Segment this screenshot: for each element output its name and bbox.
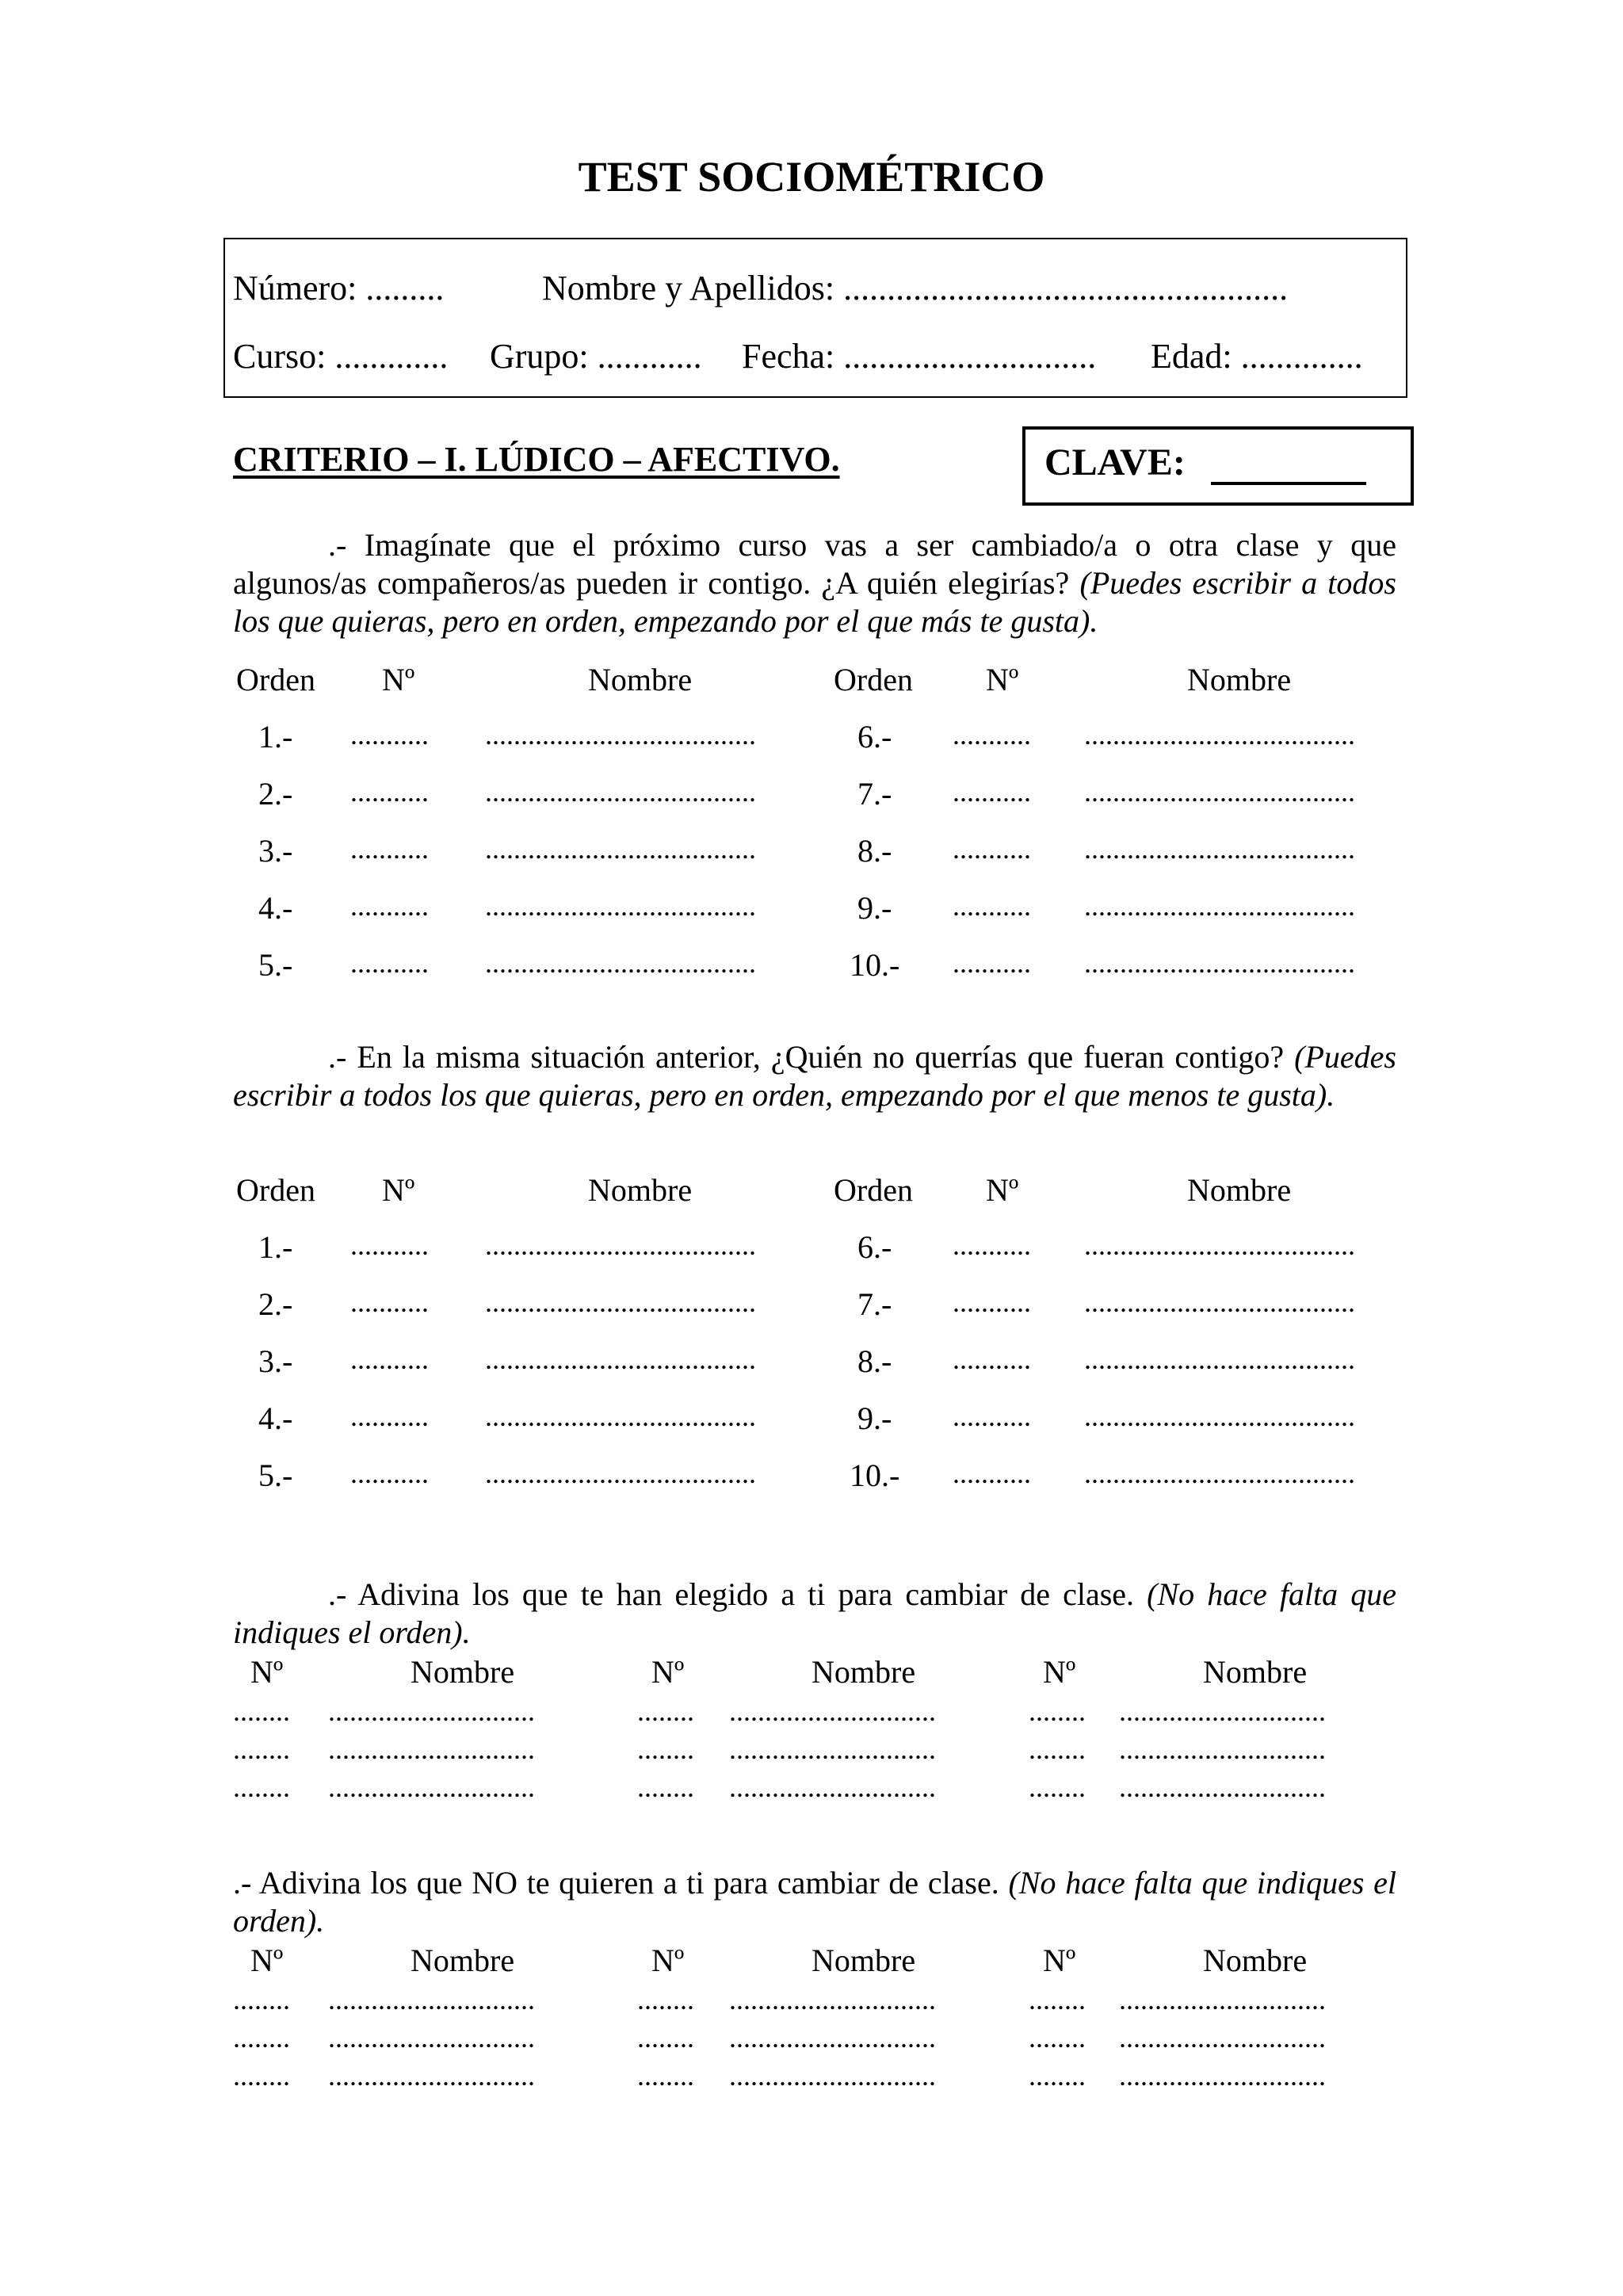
num-blank[interactable]: ........... bbox=[350, 1457, 429, 1489]
column-header-num: Nº bbox=[250, 1943, 284, 1978]
name-blank[interactable]: ...................................... bbox=[1084, 719, 1355, 751]
name-blank[interactable]: ...................................... bbox=[485, 1229, 756, 1261]
num-blank[interactable]: ........ bbox=[233, 1733, 290, 1765]
num-blank[interactable]: ........ bbox=[637, 2060, 694, 2092]
num-blank[interactable]: ........... bbox=[350, 776, 429, 808]
column-header-nombre: Nombre bbox=[1203, 1943, 1308, 1978]
name-blank[interactable]: ............................. bbox=[729, 1733, 936, 1765]
column-header-num: Nº bbox=[986, 662, 1019, 697]
order-label: 2.- bbox=[258, 1286, 293, 1322]
order-label: 1.- bbox=[258, 719, 293, 755]
name-blank[interactable]: ............................. bbox=[729, 2022, 936, 2053]
name-blank[interactable]: ............................. bbox=[1119, 1695, 1326, 1727]
num-blank[interactable]: ........ bbox=[637, 2022, 694, 2053]
order-label: 6.- bbox=[857, 719, 892, 755]
order-label: 5.- bbox=[258, 1457, 293, 1493]
name-blank[interactable]: ............................. bbox=[1119, 1771, 1326, 1803]
question-4 bbox=[233, 1864, 1396, 1940]
name-blank[interactable]: ...................................... bbox=[485, 719, 756, 751]
num-blank[interactable]: ........... bbox=[350, 1343, 429, 1375]
num-blank[interactable]: ........... bbox=[953, 1457, 1031, 1489]
question-3 bbox=[233, 1576, 1396, 1652]
order-label: 4.- bbox=[258, 1400, 293, 1436]
num-blank[interactable]: ........... bbox=[953, 1343, 1031, 1375]
num-blank[interactable]: ........... bbox=[350, 719, 429, 751]
question-2 bbox=[233, 1038, 1396, 1114]
question-3-text: .- Adivina los que te han elegido a ti para cambiar de clase. bbox=[328, 1576, 1135, 1612]
column-header-num: Nº bbox=[1043, 1654, 1076, 1690]
num-blank[interactable]: ........... bbox=[350, 1286, 429, 1318]
order-label: 2.- bbox=[258, 776, 293, 812]
name-blank[interactable]: ............................. bbox=[729, 1695, 936, 1727]
name-blank[interactable]: ............................. bbox=[328, 1771, 535, 1803]
name-blank[interactable]: ...................................... bbox=[485, 1343, 756, 1375]
name-blank[interactable]: ............................. bbox=[1119, 1733, 1326, 1765]
order-label: 9.- bbox=[857, 1400, 892, 1436]
column-header-nombre: Nombre bbox=[411, 1943, 515, 1978]
name-blank[interactable]: ............................. bbox=[1119, 1984, 1326, 2015]
name-blank[interactable]: ...................................... bbox=[1084, 1457, 1355, 1489]
column-header-nombre: Nombre bbox=[1187, 662, 1292, 697]
question-4-text: .- Adivina los que NO te quieren a ti para cambiar de clase. bbox=[233, 1865, 999, 1901]
order-label: 3.- bbox=[258, 1343, 293, 1379]
num-blank[interactable]: ........... bbox=[953, 1400, 1031, 1432]
order-label: 1.- bbox=[258, 1229, 293, 1265]
column-header-nombre: Nombre bbox=[411, 1654, 515, 1690]
order-label: 7.- bbox=[857, 776, 892, 812]
question-1-text: .- Imagínate que el próximo curso vas a ser cambiado/a o otra clase y que algunos/as compañeros/as pueden ir contigo. ¿A quién elegirías? bbox=[233, 527, 1396, 601]
name-blank[interactable]: ............................. bbox=[1119, 2022, 1326, 2053]
column-header-num: Nº bbox=[382, 662, 415, 697]
column-header-num: Nº bbox=[1043, 1943, 1076, 1978]
column-header-nombre: Nombre bbox=[812, 1654, 916, 1690]
name-blank[interactable]: ...................................... bbox=[1084, 1400, 1355, 1432]
name-blank[interactable]: ...................................... bbox=[1084, 1286, 1355, 1318]
order-label: 8.- bbox=[857, 833, 892, 869]
num-blank[interactable]: ........ bbox=[637, 1695, 694, 1727]
column-header-num: Nº bbox=[250, 1654, 284, 1690]
criterio-heading: CRITERIO – I. LÚDICO – AFECTIVO. bbox=[233, 440, 840, 479]
order-label: 10.- bbox=[850, 1457, 900, 1493]
num-blank[interactable]: ........ bbox=[1029, 2060, 1086, 2092]
num-blank[interactable]: ........... bbox=[350, 890, 429, 922]
question-2-text: .- En la misma situación anterior, ¿Quién no querrías que fueran contigo? bbox=[328, 1039, 1285, 1075]
num-blank[interactable]: ........ bbox=[637, 1984, 694, 2015]
column-header-nombre: Nombre bbox=[588, 1172, 693, 1208]
column-header-num: Nº bbox=[651, 1654, 685, 1690]
num-blank[interactable]: ........ bbox=[233, 1695, 290, 1727]
column-header-orden: Orden bbox=[236, 662, 315, 697]
name-blank[interactable]: ............................. bbox=[328, 2022, 535, 2053]
column-header-num: Nº bbox=[986, 1172, 1019, 1208]
num-blank[interactable]: ........ bbox=[1029, 1771, 1086, 1803]
num-blank[interactable]: ........... bbox=[953, 1229, 1031, 1261]
name-blank[interactable]: ...................................... bbox=[1084, 1229, 1355, 1261]
order-label: 5.- bbox=[258, 947, 293, 983]
column-header-nombre: Nombre bbox=[1203, 1654, 1308, 1690]
column-header-num: Nº bbox=[651, 1943, 685, 1978]
name-blank[interactable]: ...................................... bbox=[485, 1457, 756, 1489]
name-blank[interactable]: ............................. bbox=[729, 2060, 936, 2092]
name-blank[interactable]: ............................. bbox=[1119, 2060, 1326, 2092]
edad-field[interactable]: Edad: .............. bbox=[1151, 337, 1363, 376]
name-blank[interactable]: ............................. bbox=[328, 2060, 535, 2092]
name-blank[interactable]: ...................................... bbox=[1084, 776, 1355, 808]
order-label: 10.- bbox=[850, 947, 900, 983]
num-blank[interactable]: ........ bbox=[233, 2060, 290, 2092]
name-blank[interactable]: ...................................... bbox=[1084, 833, 1355, 865]
num-blank[interactable]: ........ bbox=[233, 1984, 290, 2015]
num-blank[interactable]: ........... bbox=[953, 947, 1031, 979]
column-header-nombre: Nombre bbox=[588, 662, 693, 697]
clave-label: CLAVE: bbox=[1044, 441, 1186, 483]
column-header-num: Nº bbox=[382, 1172, 415, 1208]
num-blank[interactable]: ........ bbox=[1029, 2022, 1086, 2053]
num-blank[interactable]: ........... bbox=[350, 947, 429, 979]
question-3-note: (No hace falta que indiques el orden). bbox=[233, 1576, 1397, 1650]
column-header-nombre: Nombre bbox=[1187, 1172, 1292, 1208]
column-header-orden: Orden bbox=[834, 1172, 913, 1208]
num-blank[interactable]: ........... bbox=[350, 833, 429, 865]
question-2-note: (Puedes escribir a todos los que quieras, pero en orden, empezando por el que menos te gusta). bbox=[233, 1039, 1396, 1113]
order-label: 3.- bbox=[258, 833, 293, 869]
name-blank[interactable]: ...................................... bbox=[1084, 1343, 1355, 1375]
order-label: 7.- bbox=[857, 1286, 892, 1322]
name-blank[interactable]: ...................................... bbox=[1084, 947, 1355, 979]
num-blank[interactable]: ........ bbox=[233, 2022, 290, 2053]
num-blank[interactable]: ........... bbox=[953, 1286, 1031, 1318]
question-1 bbox=[233, 526, 1396, 640]
num-blank[interactable]: ........ bbox=[1029, 1984, 1086, 2015]
numero-field[interactable]: Número: ......... bbox=[233, 269, 445, 308]
name-blank[interactable]: ............................. bbox=[328, 1733, 535, 1765]
name-blank[interactable]: ............................. bbox=[328, 1984, 535, 2015]
num-blank[interactable]: ........ bbox=[637, 1733, 694, 1765]
name-blank[interactable]: ...................................... bbox=[1084, 890, 1355, 922]
name-blank[interactable]: ............................. bbox=[729, 1771, 936, 1803]
name-blank[interactable]: ...................................... bbox=[485, 776, 756, 808]
clave-input-line[interactable] bbox=[1211, 482, 1366, 485]
curso-field[interactable]: Curso: ............. bbox=[233, 337, 449, 376]
name-blank[interactable]: ...................................... bbox=[485, 1286, 756, 1318]
column-header-orden: Orden bbox=[834, 662, 913, 697]
num-blank[interactable]: ........... bbox=[953, 890, 1031, 922]
grupo-field[interactable]: Grupo: ............ bbox=[490, 337, 702, 376]
order-label: 6.- bbox=[857, 1229, 892, 1265]
question-1-note: (Puedes escribir a todos los que quieras, pero en orden, empezando por el que más te gusta). bbox=[233, 565, 1396, 639]
num-blank[interactable]: ........... bbox=[350, 1229, 429, 1261]
page-title: TEST SOCIOMÉTRICO bbox=[578, 153, 1045, 201]
num-blank[interactable]: ........... bbox=[350, 1400, 429, 1432]
name-blank[interactable]: ............................. bbox=[328, 1695, 535, 1727]
num-blank[interactable]: ........ bbox=[1029, 1695, 1086, 1727]
num-blank[interactable]: ........... bbox=[953, 776, 1031, 808]
name-blank[interactable]: ...................................... bbox=[485, 1400, 756, 1432]
num-blank[interactable]: ........ bbox=[637, 1771, 694, 1803]
name-blank[interactable]: ...................................... bbox=[485, 833, 756, 865]
num-blank[interactable]: ........ bbox=[233, 1771, 290, 1803]
name-blank[interactable]: ............................. bbox=[729, 1984, 936, 2015]
column-header-orden: Orden bbox=[236, 1172, 315, 1208]
order-label: 8.- bbox=[857, 1343, 892, 1379]
num-blank[interactable]: ........ bbox=[1029, 1733, 1086, 1765]
question-4-note: (No hace falta que indiques el orden). bbox=[233, 1865, 1397, 1939]
order-label: 4.- bbox=[258, 890, 293, 926]
order-label: 9.- bbox=[857, 890, 892, 926]
column-header-nombre: Nombre bbox=[812, 1943, 916, 1978]
name-blank[interactable]: ...................................... bbox=[485, 890, 756, 922]
nombre-apellidos-field[interactable]: Nombre y Apellidos: ................................................... bbox=[542, 269, 1289, 308]
num-blank[interactable]: ........... bbox=[953, 833, 1031, 865]
fecha-field[interactable]: Fecha: ............................. bbox=[742, 337, 1097, 376]
name-blank[interactable]: ...................................... bbox=[485, 947, 756, 979]
num-blank[interactable]: ........... bbox=[953, 719, 1031, 751]
